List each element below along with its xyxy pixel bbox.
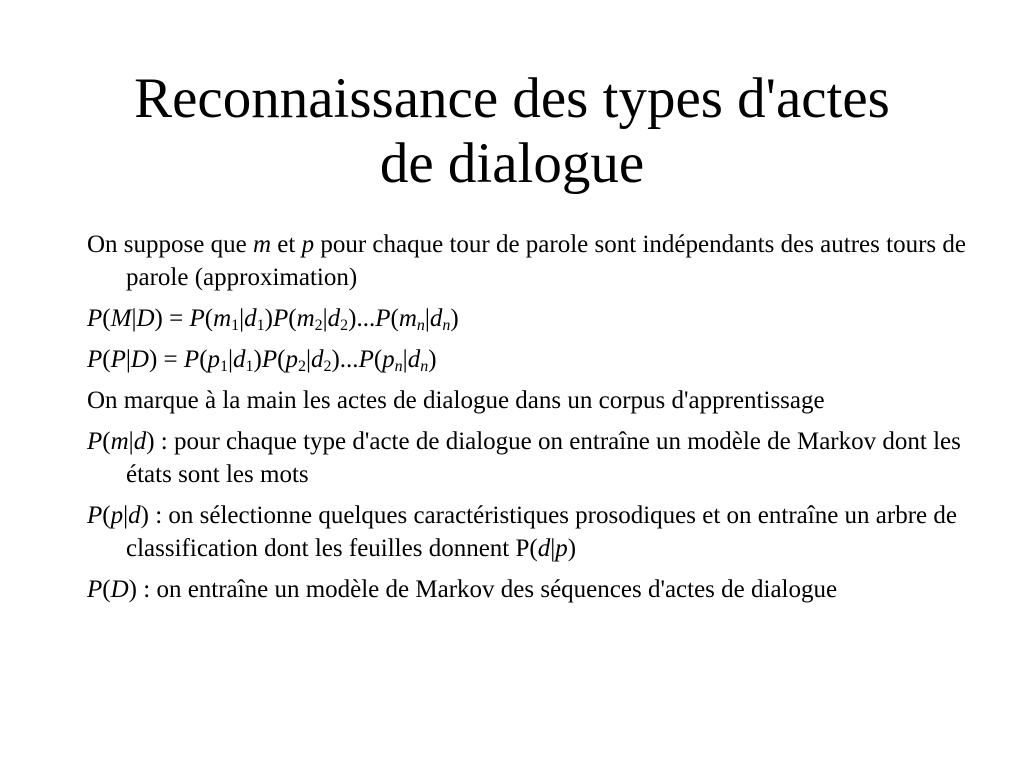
subscript: 1	[220, 358, 229, 375]
subscript: 2	[297, 358, 306, 375]
sym: (	[390, 305, 399, 332]
slide-title	[60, 66, 964, 196]
sym: |	[322, 305, 328, 332]
text: pour chaque tour de parole sont indépendants des autres tours de parole (approximation)	[126, 231, 966, 291]
subscript: 2	[314, 317, 323, 334]
sym: P	[183, 346, 200, 373]
sym: d	[128, 502, 141, 529]
bullet-markov-sequence	[87, 573, 967, 606]
text: On suppose que	[87, 231, 253, 258]
formula-p-p-given-d	[87, 343, 967, 376]
sym: )...	[348, 305, 376, 332]
sym: |	[228, 346, 234, 373]
sym: )...	[331, 346, 359, 373]
sym: D	[110, 576, 129, 603]
sym: m	[110, 428, 129, 455]
sym: |	[125, 346, 131, 373]
sym: (	[373, 346, 383, 373]
subscript: 2	[340, 317, 349, 334]
sym: |	[239, 305, 245, 332]
sym: m	[213, 305, 232, 332]
bullet-markov-per-act	[87, 425, 967, 491]
bullet-manual-annotation: On marque à la main les actes de dialogue dans un corpus d'apprentissage	[87, 387, 825, 414]
sym: (	[199, 346, 208, 373]
sym: |	[305, 346, 311, 373]
sym: ) =	[154, 305, 190, 332]
sym: |	[131, 305, 137, 332]
sym: p	[382, 346, 395, 373]
text: ) : on sélectionne quelques caractéristiques prosodiques et on entraîne un arbre de classification dont les feuilles donnent P(	[126, 502, 957, 562]
sym: p	[555, 535, 568, 562]
sym: P	[375, 305, 391, 332]
sym: d	[310, 346, 324, 373]
sym: )	[450, 305, 459, 332]
sym: |	[424, 305, 430, 332]
sym: (	[102, 305, 111, 332]
sym: (	[102, 346, 111, 373]
sym: P	[358, 346, 374, 373]
sym: |	[402, 346, 408, 373]
sym: d	[537, 535, 551, 562]
subscript: 2	[323, 358, 332, 375]
sym: |	[550, 535, 556, 562]
sym: )	[253, 346, 262, 373]
sym: d	[327, 305, 341, 332]
sym: m	[398, 305, 417, 332]
text: et	[271, 231, 302, 258]
sym: D	[130, 346, 149, 373]
sym: (	[102, 428, 111, 455]
sym: P	[87, 502, 103, 529]
sym: (	[102, 576, 111, 603]
slide-title-line-1: Reconnaissance des types d'actes	[134, 67, 890, 130]
sym: p	[285, 346, 298, 373]
sym: p	[110, 502, 124, 529]
sym: P	[87, 305, 103, 332]
sym: |	[128, 428, 134, 455]
sym: (	[288, 305, 297, 332]
text: ) : on entraîne un modèle de Markov des séquences d'actes de dialogue	[128, 576, 838, 603]
sym: P	[261, 346, 278, 373]
subscript: n	[394, 358, 403, 375]
sym: d	[244, 305, 257, 332]
sym: D	[136, 305, 155, 332]
sym: d	[233, 346, 246, 373]
sym: d	[133, 428, 147, 455]
sym: P	[87, 576, 103, 603]
sym: P	[87, 428, 103, 455]
sym: |	[123, 502, 129, 529]
sym: d	[429, 305, 443, 332]
sym: M	[110, 305, 132, 332]
bullet-prosodic-tree	[87, 499, 967, 565]
subscript: 1	[231, 317, 240, 334]
formula-p-m-given-d	[87, 302, 967, 335]
sym: (	[102, 502, 111, 529]
var-m: m	[252, 231, 272, 258]
sym: )	[264, 305, 273, 332]
bullet-independence-assumption	[87, 228, 967, 294]
sym: p	[207, 346, 221, 373]
sym: )	[567, 535, 577, 562]
sym: )	[428, 346, 437, 373]
sym: (	[204, 305, 214, 332]
sym: P	[272, 305, 289, 332]
subscript: 1	[256, 317, 265, 334]
subscript: n	[442, 317, 451, 334]
subscript: n	[416, 317, 425, 334]
sym: ) =	[148, 346, 184, 373]
sym: d	[407, 346, 421, 373]
sym: (	[277, 346, 286, 373]
sym: P	[189, 305, 205, 332]
slide-title-line-2: de dialogue	[379, 132, 645, 195]
sym: P	[87, 346, 103, 373]
subscript: n	[420, 358, 429, 375]
var-p: p	[301, 231, 315, 258]
sym: m	[296, 305, 315, 332]
sym: P	[110, 346, 126, 373]
text: ) : pour chaque type d'acte de dialogue on entraîne un modèle de Markov dont les états sont les mots	[126, 428, 961, 488]
slide-body	[87, 228, 967, 614]
subscript: 1	[245, 358, 254, 375]
